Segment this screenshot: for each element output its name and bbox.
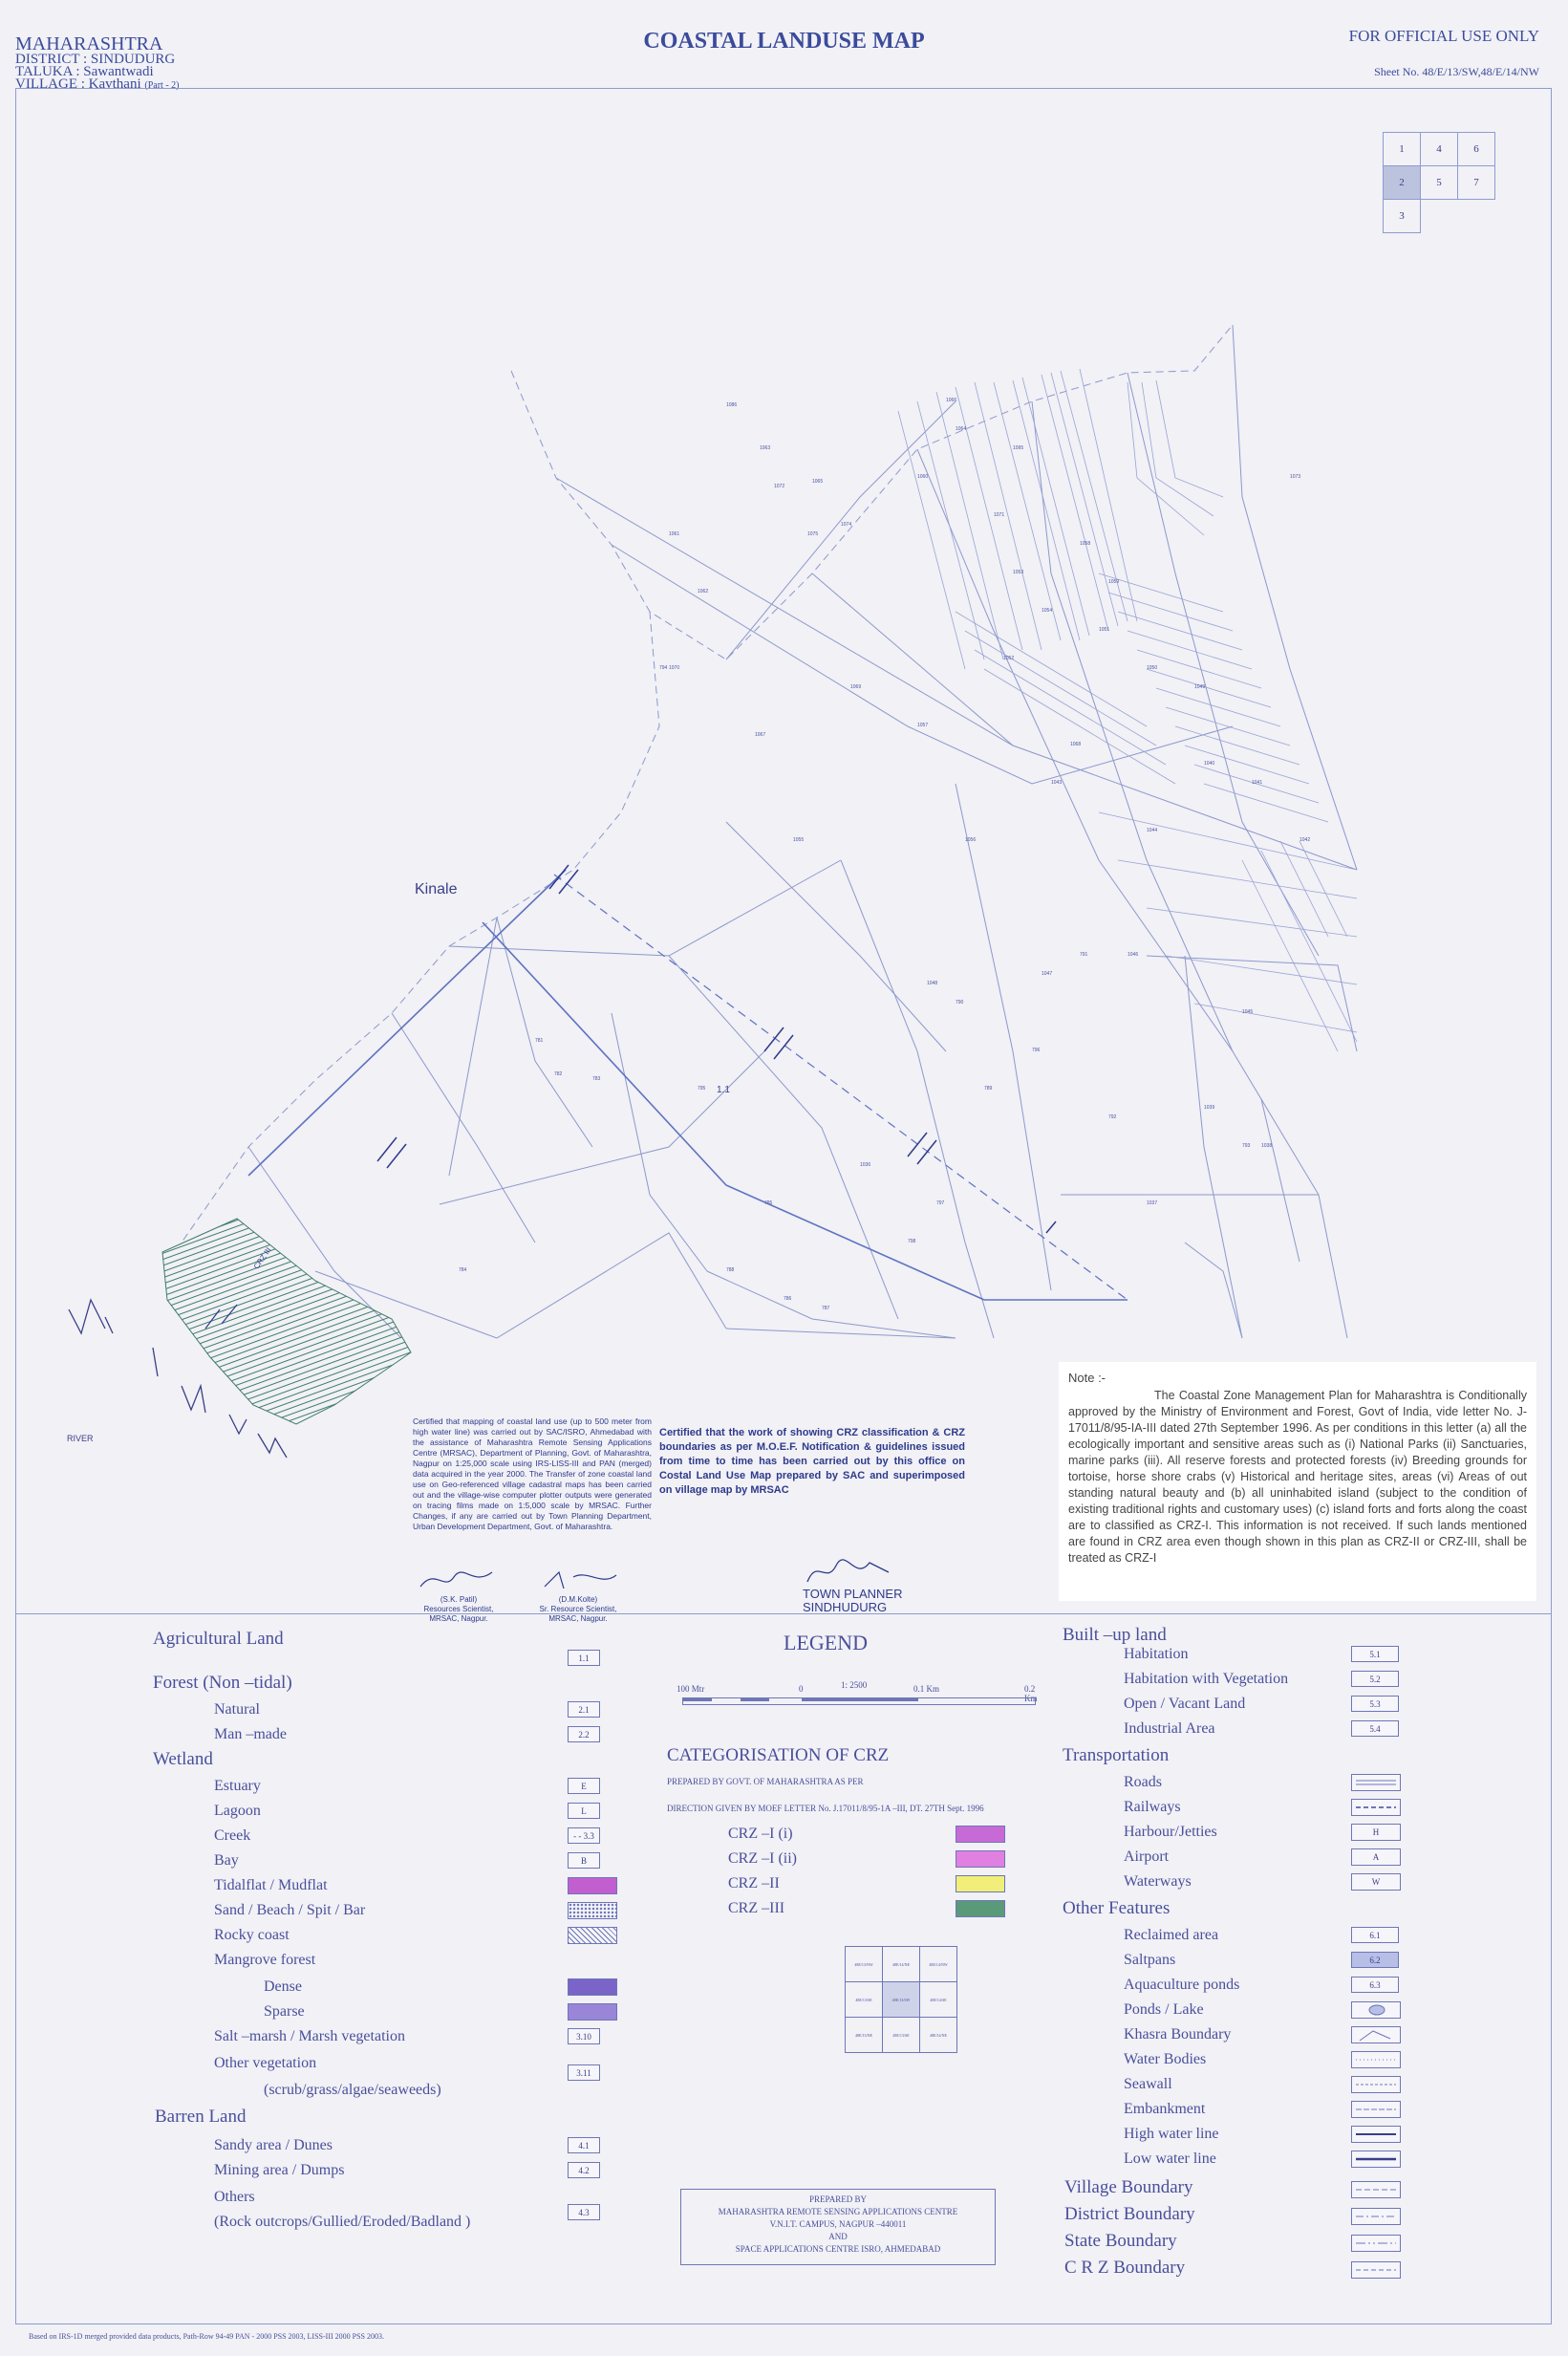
scale-ratio: 1: 2500 [841,1680,868,1690]
rail-symbol [1352,1800,1400,1815]
town-planner-place: SINDHUDURG [803,1600,888,1614]
legend-symbol-district [1351,2208,1401,2225]
index-cell: 5 [1421,166,1458,200]
legend-symbol-water [1351,2051,1401,2068]
index-cell-current: 2 [1384,166,1421,200]
crz-title: CATEGORISATION OF CRZ [667,1745,890,1765]
official-label: FOR OFFICIAL USE ONLY [1348,27,1539,45]
legend-mangrove: Mangrove forest [214,1952,316,1968]
legend-code: L [568,1803,600,1819]
scale-mid: 0.1 Km [913,1684,939,1694]
svg-text:1071: 1071 [994,512,1005,518]
svg-text:1045: 1045 [1242,1009,1254,1015]
legend-swatch-sand [568,1902,617,1919]
legend-rock-outcrops: (Rock outcrops/Gullied/Eroded/Badland ) [214,2214,471,2230]
svg-text:1053: 1053 [1013,570,1024,575]
khasra-symbol [1352,2027,1400,2043]
legend-saltpans: Saltpans [1124,1952,1176,1968]
legend-swatch-sparse [568,2003,617,2021]
signer-name: (S.K. Patil) [440,1595,478,1604]
scale-zero: 0 [799,1684,804,1694]
adjacent-cell: 48E/14/NE [883,1947,920,1982]
signature-patil [411,1567,506,1624]
adjacent-sheet-grid [845,1946,957,2053]
legend-code: 6.2 [1351,1952,1399,1968]
legend-aquaculture: Aquaculture ponds [1124,1977,1240,1993]
prepared-line: V.N.I.T. CAMPUS, NAGPUR –440011 [769,2219,907,2229]
scale-bar-track [682,1697,1036,1705]
legend-water-bodies: Water Bodies [1124,2051,1207,2067]
svg-text:1047: 1047 [1042,971,1053,977]
crz-item-label: CRZ –I (ii) [728,1850,797,1867]
legend-seawall: Seawall [1124,2076,1172,2092]
legend-barren: Barren Land [155,2107,247,2127]
svg-text:787: 787 [822,1306,830,1311]
svg-text:784: 784 [459,1267,467,1273]
index-cell: 6 [1458,133,1495,166]
svg-text:1062: 1062 [698,589,709,594]
svg-text:1065: 1065 [812,479,824,485]
taluka-name: TALUKA : Sawantwadi [15,64,154,79]
water-symbol [1352,2052,1400,2067]
prepared-line: AND [828,2232,848,2241]
legend-symbol-crz [1351,2261,1401,2279]
legend-agricultural: Agricultural Land [153,1629,284,1649]
svg-text:1044: 1044 [1147,828,1158,833]
legend-code: 2.2 [568,1726,600,1742]
legend-transportation: Transportation [1063,1745,1170,1765]
legend-lagoon: Lagoon [214,1803,261,1819]
legend-code: 5.4 [1351,1720,1399,1737]
prepared-line: PREPARED BY [809,2194,867,2204]
legend-code: 6.3 [1351,1977,1399,1993]
svg-text:1086: 1086 [726,402,738,408]
svg-text:785: 785 [764,1200,773,1206]
legend-village-boundary: Village Boundary [1064,2177,1193,2197]
crz-boundary-symbol [1352,2262,1400,2278]
adjacent-cell-current: 48E/13/SW [883,1982,920,2018]
svg-text:1073: 1073 [1290,474,1301,480]
legend-low-water: Low water line [1124,2151,1216,2167]
adjacent-cell: 48E/13/SE [846,1982,883,2018]
svg-text:1039: 1039 [1204,1105,1215,1111]
legend-symbol-embankment [1351,2101,1401,2118]
legend-other-veg-detail: (scrub/grass/algae/seaweeds) [264,2082,441,2098]
adjacent-cell: 48E/14/NW [920,1947,957,1982]
legend-saltmarsh: Salt –marsh / Marsh vegetation [214,2028,405,2044]
legend-high-water: High water line [1124,2126,1219,2142]
svg-text:1049: 1049 [1194,684,1206,690]
svg-text:1075: 1075 [807,531,819,537]
legend-crz-boundary: C R Z Boundary [1064,2258,1186,2278]
svg-text:1059: 1059 [1108,579,1120,585]
legend-bay: Bay [214,1852,239,1869]
crz-label: CRZ III [251,1245,273,1271]
legend-railways: Railways [1124,1799,1181,1815]
svg-text:1060: 1060 [917,474,929,480]
legend-builtup: Built –up land [1063,1625,1167,1645]
legend-rocky: Rocky coast [214,1927,290,1943]
place-label-kinale: Kinale [415,881,458,897]
legend-roads: Roads [1124,1774,1162,1790]
crz-swatch [956,1900,1005,1917]
legend-manmade: Man –made [214,1726,287,1742]
legend-symbol-rail [1351,1799,1401,1816]
legend-waterways: Waterways [1124,1873,1192,1890]
legend-khasra: Khasra Boundary [1124,2026,1232,2043]
svg-text:1038: 1038 [1261,1143,1273,1149]
district-name: DISTRICT : SINDUDURG [15,52,176,67]
note-text: The Coastal Zone Management Plan for Maharashtra is Conditionally approved by the Ministry of Environment and Forest, Govt of India, vide letter No. J-17011/8/95-IA-III dated 27th September 1996. As per conditions in this letter (a) all the ecologically important and sensitive areas such as (i) National Parks (ii) Sanctuaries, marine parks (iii). All reserve forests and protected forests (iv) Breeding grounds for tortoise, horse shore crabs (v) Historical and heritage sites, areas (vi) Areas of out standing natural beauty and (b) all uninhabited island (subject to the condition of existing traditional rights and customary uses) (c) island forts and forts along the coast are to classified as CRZ-I. This information is not received. If such lands mentioned are found in CRZ area even though shown in this plan as CRZ-II or CRZ-III, shall be treated as CRZ-I [1068,1389,1527,1565]
crz-item-label: CRZ –I (i) [728,1826,793,1842]
index-cell: 7 [1458,166,1495,200]
adjacent-cell: 48E/14/NE [920,2018,957,2053]
town-planner-role: TOWN PLANNER [803,1587,903,1601]
legend-symbol-seawall [1351,2076,1401,2093]
signature-mark [803,1558,898,1585]
svg-text:1043: 1043 [1051,780,1063,786]
svg-text:1070: 1070 [669,665,680,671]
svg-text:797: 797 [936,1200,945,1206]
svg-text:1046: 1046 [1128,952,1139,958]
scale-seg [802,1698,918,1701]
adjacent-cell: 48E/14/SE [920,1982,957,2018]
legend-symbol-khasra [1351,2026,1401,2043]
svg-text:781: 781 [535,1038,544,1044]
legend-industrial: Industrial Area [1124,1720,1215,1737]
scale-left: 100 Mtr [677,1684,705,1694]
legend-habitation: Habitation [1124,1646,1189,1662]
legend-symbol-airport [1351,1848,1401,1866]
prepared-by-box [680,2189,996,2265]
legend-ponds: Ponds / Lake [1124,2001,1204,2018]
scale-seg [741,1698,769,1701]
svg-text:1036: 1036 [860,1162,871,1168]
crz-certificate: Certified that the work of showing CRZ classification & CRZ boundaries as per M.O.E.F. Notification & guidelines issued from time to time has been carried out by this office on Costal Land Use Map prepared by SAC and superimposed on village map by MRSAC [659,1427,965,1496]
prepared-line: SPACE APPLICATIONS CENTRE ISRO, AHMEDABAD [735,2244,941,2254]
legend-swatch-mudflat [568,1877,617,1894]
mapping-certificate: Certified that mapping of coastal land use (up to 500 meter from high water line) was carried out by SAC/ISRO, Ahmedabad with the assistance of Maharashtra Remote Sensing Applications Centre (MRSAC), Department of Planning, Govt. of Maharashtra, Nagpur on 1:25,000 scale using IRS-LISS-III and PAN (merged) data acquired in the year 2000. The Transfer of zone coastal land use on Geo-referenced village cadastral maps has been carried out and the village-wise computer plotter outputs were generated on tracing films made on 1:5,000 scale by MRSAC. Further Changes, if any are carried out by Town Planning Department, Urban Development Department, Govt. of Maharashtra. [413,1416,652,1531]
svg-text:794: 794 [659,665,668,671]
village-part: (Part - 2) [144,80,180,91]
svg-text:793: 793 [1242,1143,1251,1149]
svg-text:1064: 1064 [956,426,967,432]
legend-symbol-hwl [1351,2126,1401,2143]
zone-label: 1.1 [717,1085,730,1095]
legend-natural: Natural [214,1701,260,1718]
scale-bar [677,1680,1040,1705]
seawall-symbol [1352,2077,1400,2092]
legend-code: 3.10 [568,2028,600,2044]
svg-text:795: 795 [698,1086,706,1092]
legend-symbol-state [1351,2235,1401,2252]
crz-prepared: PREPARED BY GOVT. OF MAHARASHTRA AS PER [667,1777,864,1786]
hwl-symbol [1352,2127,1400,2142]
svg-text:788: 788 [726,1267,735,1273]
svg-text:782: 782 [554,1071,563,1077]
crz-item-label: CRZ –III [728,1900,785,1916]
crz-swatch [956,1850,1005,1868]
legend-code: 4.1 [568,2137,600,2153]
crz-item-label: CRZ –II [728,1875,780,1891]
legend-code: - - 3.3 [568,1827,600,1844]
legend-wetland: Wetland [153,1749,213,1769]
svg-text:1051: 1051 [1099,627,1110,633]
index-cell: 3 [1384,200,1421,233]
svg-text:1061: 1061 [669,531,680,537]
svg-text:791: 791 [1080,952,1088,958]
legend-dense: Dense [264,1978,302,1995]
svg-text:1055: 1055 [793,837,805,843]
index-cell: 4 [1421,133,1458,166]
legend-district-boundary: District Boundary [1064,2204,1195,2224]
legend-swatch-rocky [568,1927,617,1944]
svg-text:1056: 1056 [965,837,977,843]
legend-code: B [568,1852,600,1869]
svg-text:786: 786 [784,1296,792,1302]
legend-code: 6.1 [1351,1927,1399,1943]
legend-others: Others [214,2189,255,2205]
legend-code: 5.3 [1351,1696,1399,1712]
legend-other-features: Other Features [1063,1898,1171,1918]
svg-text:1041: 1041 [1252,780,1263,786]
scale-right: 0.2 Km [1024,1684,1038,1703]
state-name: MAHARASHTRA [15,33,163,54]
crz-swatch [956,1875,1005,1892]
signature-town-planner [803,1558,903,1614]
svg-text:1063: 1063 [760,445,771,451]
svg-text:1074: 1074 [841,522,852,528]
legend-swatch-dense [568,1978,617,1996]
legend-creek: Creek [214,1827,251,1844]
svg-text:1057: 1057 [917,723,929,728]
legend-habitation-veg: Habitation with Vegetation [1124,1671,1289,1687]
pond-icon [1352,2002,1400,2018]
svg-text:1058: 1058 [1080,541,1091,547]
svg-text:1067: 1067 [755,732,766,738]
legend-sandy: Sandy area / Dunes [214,2137,333,2153]
svg-text:1050: 1050 [1147,665,1158,671]
svg-text:1068: 1068 [1070,742,1082,747]
signer-name: (D.M.Kolte) [558,1595,598,1604]
svg-text:1040: 1040 [1204,761,1215,767]
legend-mining: Mining area / Dumps [214,2162,345,2178]
legend-estuary: Estuary [214,1778,261,1794]
legend-state-boundary: State Boundary [1064,2231,1177,2251]
legend-symbol-waterways [1351,1873,1401,1891]
legend-code: 3.11 [568,2064,600,2081]
map-title: COASTAL LANDUSE MAP [643,29,925,54]
legend-sparse: Sparse [264,2003,305,2020]
svg-text:796: 796 [1032,1048,1041,1053]
legend-title: LEGEND [784,1631,868,1654]
crz-direction: DIRECTION GIVEN BY MOEF LETTER No. J.17011/8/95-1A –III, DT. 27TH Sept. 1996 [667,1804,984,1813]
legend-symbol-roads [1351,1774,1401,1791]
embankment-symbol [1352,2102,1400,2117]
legend-airport: Airport [1124,1848,1170,1865]
svg-text:1072: 1072 [774,484,785,489]
legend-other-veg: Other vegetation [214,2055,317,2071]
legend-symbol-village [1351,2181,1401,2198]
svg-text:1069: 1069 [850,684,862,690]
district-boundary-symbol [1352,2209,1400,2224]
legend-code: 4.3 [568,2204,600,2220]
legend-code: 5.1 [1351,1646,1399,1662]
signer-role: Sr. Resource Scientist, MRSAC, Nagpur. [539,1605,617,1623]
legend-code: 4.2 [568,2162,600,2178]
legend-reclaimed: Reclaimed area [1124,1927,1219,1943]
lwl-symbol [1352,2151,1400,2167]
signer-role: Resources Scientist, MRSAC, Nagpur. [423,1605,494,1623]
svg-text:1048: 1048 [927,981,938,986]
legend-sand: Sand / Beach / Spit / Bar [214,1902,366,1918]
roads-symbol [1352,1775,1400,1790]
svg-text:1054: 1054 [1042,608,1053,614]
svg-text:790: 790 [956,1000,964,1005]
note-title: Note :- [1068,1371,1106,1385]
signature-mark [535,1567,621,1592]
legend-embankment: Embankment [1124,2101,1206,2117]
legend-code: 2.1 [568,1701,600,1718]
village-label: VILLAGE : Kavthani [15,76,141,92]
signature-kolte [526,1567,631,1624]
svg-text:1042: 1042 [1300,837,1311,843]
legend-tidalflat: Tidalflat / Mudflat [214,1877,328,1893]
harbour-symbol: H [1372,1827,1380,1837]
airport-symbol: A [1372,1852,1380,1862]
prepared-line: MAHARASHTRA REMOTE SENSING APPLICATIONS CENTRE [718,2207,958,2216]
svg-text:1052: 1052 [1003,656,1015,661]
footer-source: Based on IRS-1D merged provided data products, Path-Row 94-49 PAN - 2000 PSS 2003, LISS-III 2000 PSS 2003. [29,2332,384,2341]
village-boundary-symbol [1352,2182,1400,2197]
svg-text:1095: 1095 [1013,445,1024,451]
svg-text:789: 789 [984,1086,993,1092]
waterways-symbol: W [1371,1877,1381,1887]
legend-symbol-harbour [1351,1824,1401,1841]
legend-code: 1.1 [568,1650,600,1666]
sheet-number: Sheet No. 48/E/13/SW,48/E/14/NW [1374,65,1539,78]
index-cell: 1 [1384,133,1421,166]
legend-symbol-lwl [1351,2151,1401,2168]
state-boundary-symbol [1352,2236,1400,2251]
signature-mark [416,1567,502,1592]
adjacent-cell: 48E/13/SE [883,2018,920,2053]
svg-text:1066: 1066 [946,398,957,403]
legend-code: 5.2 [1351,1671,1399,1687]
legend-forest: Forest (Non –tidal) [153,1673,292,1693]
legend-symbol-ponds [1351,2001,1401,2019]
scale-seg [683,1698,712,1701]
adjacent-cell: 48E/13/NW [846,1947,883,1982]
legend-open-land: Open / Vacant Land [1124,1696,1246,1712]
legend-harbour: Harbour/Jetties [1124,1824,1217,1840]
svg-text:783: 783 [592,1076,601,1082]
svg-text:1037: 1037 [1147,1200,1158,1206]
crz-swatch [956,1826,1005,1843]
note-box [1059,1362,1536,1601]
svg-text:792: 792 [1108,1114,1117,1120]
legend-code: E [568,1778,600,1794]
svg-text:798: 798 [908,1239,916,1244]
river-label: RIVER [67,1434,94,1443]
adjacent-cell: 48E/13/NE [846,2018,883,2053]
